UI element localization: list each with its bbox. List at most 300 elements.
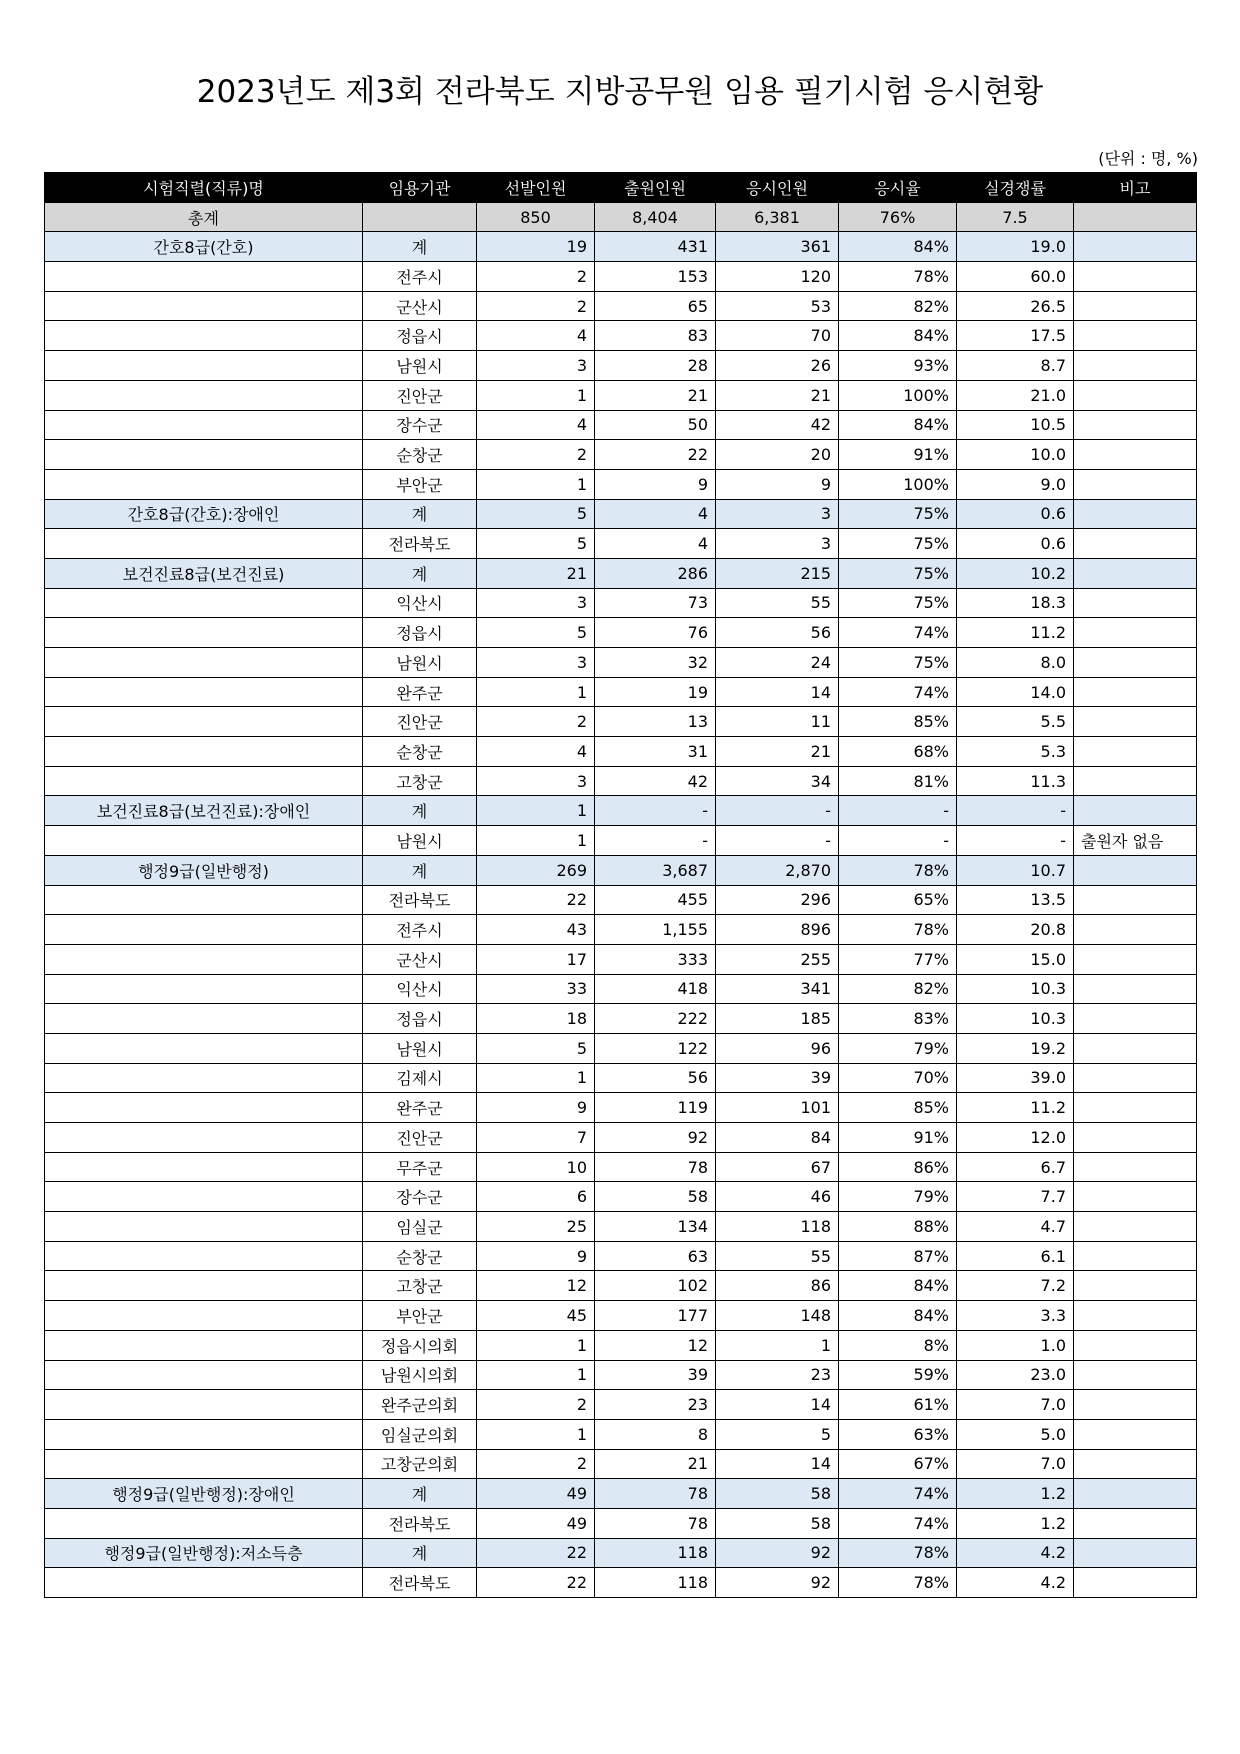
- attended-cell: 896: [716, 915, 839, 945]
- exam-series-cell: [45, 588, 363, 618]
- selected-cell: 4: [477, 410, 595, 440]
- remarks-cell: [1074, 202, 1197, 232]
- table-row: [45, 1419, 1197, 1449]
- agency-cell: 진안군: [363, 380, 477, 410]
- applied-cell: 102: [595, 1271, 716, 1301]
- exam-series-cell: [45, 737, 363, 767]
- total-row: [45, 202, 1197, 232]
- attend-rate-cell: 78%: [839, 855, 957, 885]
- agency-cell: 계: [363, 558, 477, 588]
- table-row: [45, 588, 1197, 618]
- exam-series-cell: 행정9급(일반행정): [45, 855, 363, 885]
- selected-cell: 5: [477, 499, 595, 529]
- remarks-cell: [1074, 321, 1197, 351]
- exam-series-cell: [45, 1301, 363, 1331]
- attended-cell: 120: [716, 262, 839, 292]
- applied-cell: 333: [595, 944, 716, 974]
- attended-cell: 21: [716, 737, 839, 767]
- agency-cell: 진안군: [363, 1123, 477, 1153]
- agency-cell: 완주군: [363, 677, 477, 707]
- agency-cell: 남원시의회: [363, 1360, 477, 1390]
- applied-cell: 4: [595, 499, 716, 529]
- agency-cell: 김제시: [363, 1063, 477, 1093]
- selected-cell: 9: [477, 1241, 595, 1271]
- exam-series-cell: [45, 529, 363, 559]
- applied-cell: 23: [595, 1390, 716, 1420]
- attended-cell: 255: [716, 944, 839, 974]
- remarks-cell: [1074, 855, 1197, 885]
- attend-rate-cell: 74%: [839, 618, 957, 648]
- competition-cell: 17.5: [957, 321, 1074, 351]
- remarks-cell: [1074, 1360, 1197, 1390]
- applied-cell: 65: [595, 291, 716, 321]
- exam-series-cell: [45, 707, 363, 737]
- selected-cell: 5: [477, 1033, 595, 1063]
- remarks-cell: [1074, 618, 1197, 648]
- agency-cell: 계: [363, 232, 477, 262]
- remarks-cell: [1074, 558, 1197, 588]
- attended-cell: 23: [716, 1360, 839, 1390]
- attend-rate-cell: 84%: [839, 410, 957, 440]
- header-exam-series: 시험직렬(직류)명: [45, 173, 363, 203]
- selected-cell: 1: [477, 677, 595, 707]
- attend-rate-cell: 84%: [839, 1301, 957, 1331]
- remarks-cell: [1074, 291, 1197, 321]
- table-row: [45, 1093, 1197, 1123]
- applied-cell: 418: [595, 974, 716, 1004]
- header-attended: 응시인원: [716, 173, 839, 203]
- applied-cell: 286: [595, 558, 716, 588]
- remarks-cell: [1074, 262, 1197, 292]
- table-row: [45, 707, 1197, 737]
- competition-cell: 9.0: [957, 469, 1074, 499]
- exam-series-cell: [45, 1508, 363, 1538]
- competition-cell: 11.2: [957, 618, 1074, 648]
- competition-cell: 6.7: [957, 1152, 1074, 1182]
- agency-cell: 전라북도: [363, 1568, 477, 1598]
- agency-cell: 순창군: [363, 440, 477, 470]
- attended-cell: 96: [716, 1033, 839, 1063]
- competition-cell: 10.3: [957, 974, 1074, 1004]
- agency-cell: 익산시: [363, 974, 477, 1004]
- agency-cell: 익산시: [363, 588, 477, 618]
- agency-cell: 고창군의회: [363, 1449, 477, 1479]
- selected-cell: 49: [477, 1479, 595, 1509]
- attend-rate-cell: 84%: [839, 1271, 957, 1301]
- attended-cell: -: [716, 826, 839, 856]
- selected-cell: 9: [477, 1093, 595, 1123]
- attended-cell: 24: [716, 648, 839, 678]
- table-row: [45, 351, 1197, 381]
- agency-cell: 남원시: [363, 648, 477, 678]
- attended-cell: 5: [716, 1419, 839, 1449]
- exam-series-cell: [45, 1152, 363, 1182]
- selected-cell: 2: [477, 262, 595, 292]
- selected-cell: 17: [477, 944, 595, 974]
- table-row: [45, 737, 1197, 767]
- attend-rate-cell: 84%: [839, 321, 957, 351]
- competition-cell: 0.6: [957, 529, 1074, 559]
- applied-cell: 83: [595, 321, 716, 351]
- competition-cell: 10.3: [957, 1004, 1074, 1034]
- exam-series-cell: 보건진료8급(보건진료):장애인: [45, 796, 363, 826]
- agency-cell: 진안군: [363, 707, 477, 737]
- attended-cell: 296: [716, 885, 839, 915]
- selected-cell: 3: [477, 351, 595, 381]
- applied-cell: 153: [595, 262, 716, 292]
- agency-cell: 남원시: [363, 351, 477, 381]
- exam-series-cell: 총계: [45, 202, 363, 232]
- exam-series-cell: [45, 351, 363, 381]
- applied-cell: 32: [595, 648, 716, 678]
- attend-rate-cell: 78%: [839, 1568, 957, 1598]
- competition-cell: 10.7: [957, 855, 1074, 885]
- agency-cell: 계: [363, 1538, 477, 1568]
- remarks-cell: [1074, 1212, 1197, 1242]
- agency-cell: 고창군: [363, 766, 477, 796]
- selected-cell: 1: [477, 796, 595, 826]
- remarks-cell: [1074, 974, 1197, 1004]
- agency-cell: 전주시: [363, 262, 477, 292]
- attend-rate-cell: 85%: [839, 707, 957, 737]
- competition-cell: 14.0: [957, 677, 1074, 707]
- competition-cell: 21.0: [957, 380, 1074, 410]
- selected-cell: 2: [477, 291, 595, 321]
- attend-rate-cell: 8%: [839, 1330, 957, 1360]
- table-row: [45, 262, 1197, 292]
- attended-cell: -: [716, 796, 839, 826]
- table-row: [45, 944, 1197, 974]
- table-row: [45, 529, 1197, 559]
- agency-cell: 정읍시: [363, 321, 477, 351]
- attend-rate-cell: 79%: [839, 1182, 957, 1212]
- exam-series-cell: [45, 826, 363, 856]
- header-applied: 출원인원: [595, 173, 716, 203]
- selected-cell: 18: [477, 1004, 595, 1034]
- exam-series-cell: [45, 766, 363, 796]
- remarks-cell: [1074, 707, 1197, 737]
- attended-cell: 26: [716, 351, 839, 381]
- table-row: [45, 410, 1197, 440]
- selected-cell: 4: [477, 321, 595, 351]
- competition-cell: 19.2: [957, 1033, 1074, 1063]
- attended-cell: 14: [716, 1390, 839, 1420]
- table-row: [45, 1449, 1197, 1479]
- attended-cell: 118: [716, 1212, 839, 1242]
- exam-series-cell: [45, 1004, 363, 1034]
- attend-rate-cell: 85%: [839, 1093, 957, 1123]
- exam-series-cell: [45, 469, 363, 499]
- attend-rate-cell: 74%: [839, 1479, 957, 1509]
- competition-cell: 7.5: [957, 202, 1074, 232]
- attend-rate-cell: 82%: [839, 974, 957, 1004]
- remarks-cell: [1074, 351, 1197, 381]
- selected-cell: 12: [477, 1271, 595, 1301]
- attended-cell: 42: [716, 410, 839, 440]
- applied-cell: 12: [595, 1330, 716, 1360]
- competition-cell: 5.3: [957, 737, 1074, 767]
- attend-rate-cell: -: [839, 826, 957, 856]
- attended-cell: 92: [716, 1568, 839, 1598]
- exam-series-cell: [45, 974, 363, 1004]
- table-row: [45, 1212, 1197, 1242]
- table-row: [45, 677, 1197, 707]
- attended-cell: 1: [716, 1330, 839, 1360]
- attended-cell: 101: [716, 1093, 839, 1123]
- agency-cell: 순창군: [363, 737, 477, 767]
- exam-series-cell: [45, 885, 363, 915]
- remarks-cell: [1074, 944, 1197, 974]
- applied-cell: 9: [595, 469, 716, 499]
- agency-cell: 부안군: [363, 1301, 477, 1331]
- attend-rate-cell: 78%: [839, 262, 957, 292]
- exam-series-cell: [45, 380, 363, 410]
- remarks-cell: [1074, 648, 1197, 678]
- attended-cell: 11: [716, 707, 839, 737]
- applied-cell: 3,687: [595, 855, 716, 885]
- selected-cell: 43: [477, 915, 595, 945]
- table-row: [45, 380, 1197, 410]
- table-row: [45, 1330, 1197, 1360]
- applied-cell: 4: [595, 529, 716, 559]
- remarks-cell: [1074, 1271, 1197, 1301]
- attended-cell: 2,870: [716, 855, 839, 885]
- remarks-cell: [1074, 1152, 1197, 1182]
- attended-cell: 9: [716, 469, 839, 499]
- competition-cell: 60.0: [957, 262, 1074, 292]
- attend-rate-cell: 91%: [839, 440, 957, 470]
- competition-cell: -: [957, 826, 1074, 856]
- selected-cell: 2: [477, 707, 595, 737]
- attended-cell: 70: [716, 321, 839, 351]
- remarks-cell: [1074, 1123, 1197, 1153]
- applied-cell: 118: [595, 1538, 716, 1568]
- applied-cell: 431: [595, 232, 716, 262]
- competition-cell: 23.0: [957, 1360, 1074, 1390]
- competition-cell: 10.5: [957, 410, 1074, 440]
- competition-cell: 3.3: [957, 1301, 1074, 1331]
- subtotal-row: [45, 1538, 1197, 1568]
- remarks-cell: [1074, 677, 1197, 707]
- exam-status-table: [44, 172, 1197, 1598]
- header-selected: 선발인원: [477, 173, 595, 203]
- table-row: [45, 1390, 1197, 1420]
- attended-cell: 86: [716, 1271, 839, 1301]
- table-row: [45, 766, 1197, 796]
- exam-series-cell: [45, 1241, 363, 1271]
- competition-cell: 1.0: [957, 1330, 1074, 1360]
- remarks-cell: [1074, 499, 1197, 529]
- applied-cell: 58: [595, 1182, 716, 1212]
- selected-cell: 1: [477, 1419, 595, 1449]
- applied-cell: 177: [595, 1301, 716, 1331]
- selected-cell: 21: [477, 558, 595, 588]
- agency-cell: 완주군: [363, 1093, 477, 1123]
- subtotal-row: [45, 232, 1197, 262]
- attended-cell: 56: [716, 618, 839, 648]
- agency-cell: 전라북도: [363, 885, 477, 915]
- attend-rate-cell: 78%: [839, 1538, 957, 1568]
- table-row: [45, 1182, 1197, 1212]
- applied-cell: 222: [595, 1004, 716, 1034]
- selected-cell: 22: [477, 1538, 595, 1568]
- exam-series-cell: [45, 1212, 363, 1242]
- attended-cell: 67: [716, 1152, 839, 1182]
- header-agency: 임용기관: [363, 173, 477, 203]
- table-row: [45, 1063, 1197, 1093]
- exam-series-cell: [45, 321, 363, 351]
- competition-cell: 4.7: [957, 1212, 1074, 1242]
- table-row: [45, 440, 1197, 470]
- competition-cell: 18.3: [957, 588, 1074, 618]
- exam-series-cell: [45, 1419, 363, 1449]
- applied-cell: 31: [595, 737, 716, 767]
- applied-cell: 63: [595, 1241, 716, 1271]
- table-row: [45, 1033, 1197, 1063]
- exam-series-cell: [45, 677, 363, 707]
- applied-cell: 21: [595, 380, 716, 410]
- exam-series-cell: 간호8급(간호):장애인: [45, 499, 363, 529]
- remarks-cell: [1074, 1093, 1197, 1123]
- remarks-cell: [1074, 440, 1197, 470]
- table-row: [45, 1152, 1197, 1182]
- remarks-cell: [1074, 1004, 1197, 1034]
- attend-rate-cell: 61%: [839, 1390, 957, 1420]
- remarks-cell: 출원자 없음: [1074, 826, 1197, 856]
- table-row: [45, 826, 1197, 856]
- agency-cell: 군산시: [363, 944, 477, 974]
- table-row: [45, 1360, 1197, 1390]
- competition-cell: 11.3: [957, 766, 1074, 796]
- selected-cell: 1: [477, 469, 595, 499]
- competition-cell: 20.8: [957, 915, 1074, 945]
- applied-cell: 39: [595, 1360, 716, 1390]
- attend-rate-cell: 100%: [839, 469, 957, 499]
- exam-series-cell: [45, 648, 363, 678]
- selected-cell: 850: [477, 202, 595, 232]
- remarks-cell: [1074, 1419, 1197, 1449]
- competition-cell: 7.7: [957, 1182, 1074, 1212]
- selected-cell: 6: [477, 1182, 595, 1212]
- selected-cell: 1: [477, 380, 595, 410]
- exam-series-cell: [45, 1330, 363, 1360]
- applied-cell: 92: [595, 1123, 716, 1153]
- attend-rate-cell: 100%: [839, 380, 957, 410]
- exam-series-cell: [45, 915, 363, 945]
- exam-series-cell: [45, 1123, 363, 1153]
- agency-cell: 전라북도: [363, 1508, 477, 1538]
- agency-cell: 계: [363, 499, 477, 529]
- competition-cell: 10.2: [957, 558, 1074, 588]
- table-row: [45, 469, 1197, 499]
- attend-rate-cell: 67%: [839, 1449, 957, 1479]
- remarks-cell: [1074, 1449, 1197, 1479]
- competition-cell: 0.6: [957, 499, 1074, 529]
- selected-cell: 22: [477, 885, 595, 915]
- agency-cell: 전라북도: [363, 529, 477, 559]
- applied-cell: 78: [595, 1152, 716, 1182]
- agency-cell: [363, 202, 477, 232]
- attended-cell: 55: [716, 588, 839, 618]
- agency-cell: 전주시: [363, 915, 477, 945]
- applied-cell: 118: [595, 1568, 716, 1598]
- attend-rate-cell: 82%: [839, 291, 957, 321]
- applied-cell: -: [595, 796, 716, 826]
- agency-cell: 장수군: [363, 410, 477, 440]
- exam-series-cell: [45, 291, 363, 321]
- exam-series-cell: [45, 1360, 363, 1390]
- agency-cell: 완주군의회: [363, 1390, 477, 1420]
- selected-cell: 25: [477, 1212, 595, 1242]
- table-row: [45, 1123, 1197, 1153]
- remarks-cell: [1074, 885, 1197, 915]
- selected-cell: 2: [477, 1449, 595, 1479]
- header-competition: 실경쟁률: [957, 173, 1074, 203]
- subtotal-row: [45, 796, 1197, 826]
- attend-rate-cell: 74%: [839, 1508, 957, 1538]
- competition-cell: 7.0: [957, 1390, 1074, 1420]
- exam-series-cell: 간호8급(간호): [45, 232, 363, 262]
- competition-cell: 26.5: [957, 291, 1074, 321]
- attend-rate-cell: 79%: [839, 1033, 957, 1063]
- table-row: [45, 291, 1197, 321]
- competition-cell: 6.1: [957, 1241, 1074, 1271]
- attended-cell: 185: [716, 1004, 839, 1034]
- attended-cell: 53: [716, 291, 839, 321]
- table-row: [45, 1004, 1197, 1034]
- agency-cell: 순창군: [363, 1241, 477, 1271]
- selected-cell: 1: [477, 1330, 595, 1360]
- competition-cell: 4.2: [957, 1568, 1074, 1598]
- remarks-cell: [1074, 380, 1197, 410]
- exam-series-cell: [45, 1093, 363, 1123]
- table-row: [45, 1568, 1197, 1598]
- exam-series-cell: [45, 1063, 363, 1093]
- remarks-cell: [1074, 1241, 1197, 1271]
- selected-cell: 49: [477, 1508, 595, 1538]
- exam-series-cell: [45, 410, 363, 440]
- exam-series-cell: 행정9급(일반행정):저소득층: [45, 1538, 363, 1568]
- agency-cell: 계: [363, 1479, 477, 1509]
- remarks-cell: [1074, 1568, 1197, 1598]
- remarks-cell: [1074, 1508, 1197, 1538]
- attend-rate-cell: 68%: [839, 737, 957, 767]
- selected-cell: 3: [477, 766, 595, 796]
- attended-cell: 3: [716, 529, 839, 559]
- attended-cell: 148: [716, 1301, 839, 1331]
- applied-cell: 134: [595, 1212, 716, 1242]
- attend-rate-cell: 59%: [839, 1360, 957, 1390]
- competition-cell: 10.0: [957, 440, 1074, 470]
- selected-cell: 10: [477, 1152, 595, 1182]
- applied-cell: 13: [595, 707, 716, 737]
- applied-cell: -: [595, 826, 716, 856]
- remarks-cell: [1074, 766, 1197, 796]
- remarks-cell: [1074, 1479, 1197, 1509]
- attend-rate-cell: 65%: [839, 885, 957, 915]
- remarks-cell: [1074, 1390, 1197, 1420]
- table-row: [45, 915, 1197, 945]
- exam-series-cell: [45, 1390, 363, 1420]
- table-row: [45, 885, 1197, 915]
- competition-cell: 39.0: [957, 1063, 1074, 1093]
- competition-cell: 5.5: [957, 707, 1074, 737]
- agency-cell: 군산시: [363, 291, 477, 321]
- remarks-cell: [1074, 529, 1197, 559]
- attend-rate-cell: 93%: [839, 351, 957, 381]
- table-header: [45, 173, 1197, 203]
- agency-cell: 임실군: [363, 1212, 477, 1242]
